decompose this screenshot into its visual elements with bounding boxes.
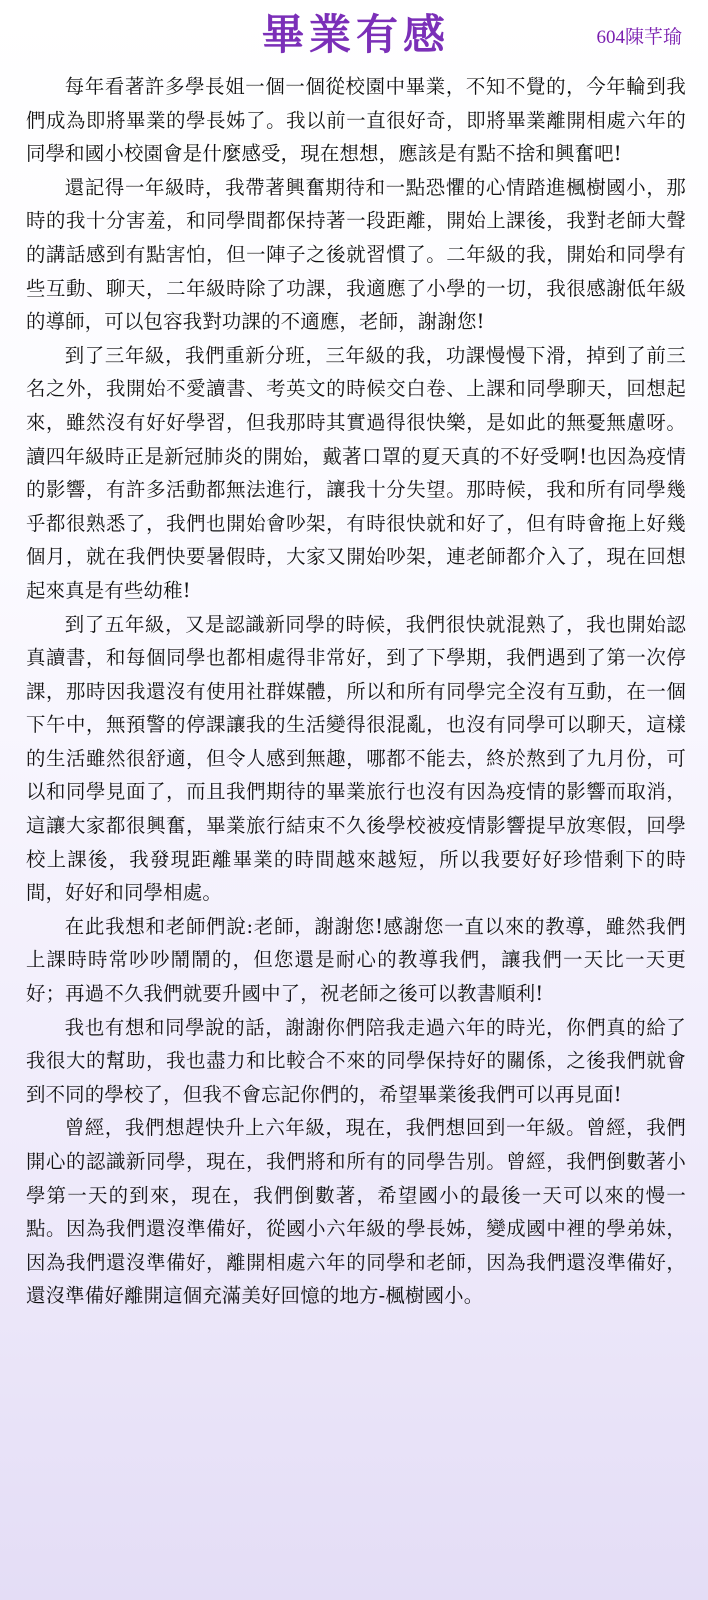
paragraph-4: 到了五年級，又是認識新同學的時候，我們很快就混熟了，我也開始認真讀書，和每個同學也都相處得非常好，到了下學期，我們遇到了第一次停課，那時因我還沒有使用社群媒體，所以和所有同學完全沒有互動，在一個下午中，無預警的停課讓我的生活變得很混亂，也沒有同學可以聊天，這樣的生活雖然很舒適，但令人感到無趣，哪都不能去，終於熬到了九月份，可以和同學見面了，而且我們期待的畢業旅行也沒有因為疫情的影響而取消，這讓大家都很興奮，畢業旅行結束不久後學校被疫情影響提早放寒假，回學校上課後，我發現距離畢業的時間越來越短，所以我要好好珍惜剩下的時間，好好和同學相處。 [26, 612, 686, 905]
paragraph-6: 我也有想和同學說的話，謝謝你們陪我走過六年的時光，你們真的給了我很大的幫助，我也盡力和比較合不來的同學保持好的關係，之後我們就會到不同的學校了，但我不會忘記你們的，希望畢業後我們可以再見面! [26, 1015, 686, 1106]
essay-title: 畢業有感 [261, 10, 450, 59]
paragraph-2: 還記得一年級時，我帶著興奮期待和一點恐懼的心情踏進楓樹國小，那時的我十分害羞，和同學間都保持著一段距離，開始上課後，我對老師大聲的講話感到有點害怕，但一陣子之後就習慣了。二年級的我，開始和同學有些互動、聊天，二年級時除了功課，我適應了小學的一切，我很感謝低年級的導師，可以包容我對功課的不適應，老師，謝謝您! [26, 175, 686, 334]
paragraph-5: 在此我想和老師們說:老師，謝謝您!感謝您一直以來的教導，雖然我們上課時時常吵吵鬧鬧的，但您還是耐心的教導我們，讓我們一天比一天更好；再過不久我們就要升國中了，祝老師之後可以教書順利! [26, 914, 686, 1006]
paragraph-7: 曾經，我們想趕快升上六年級，現在，我們想回到一年級。曾經，我們開心的認識新同學，現在，我們將和所有的同學告別。曾經，我們倒數著小學第一天的到來，現在，我們倒數著，希望國小的最後一天可以來的慢一點。因為我們還沒準備好，從國小六年級的學長姊，變成國中裡的學弟妹，因為我們還沒準備好，離開相處六年的同學和老師，因為我們還沒準備好，還沒準備好離開這個充滿美好回憶的地方-楓樹國小。 [26, 1116, 686, 1308]
essay-author: 604陳芊瑜 [596, 27, 682, 48]
essay-header [26, 0, 686, 70]
essay-body [26, 70, 686, 1313]
paragraph-3: 到了三年級，我們重新分班，三年級的我，功課慢慢下滑，掉到了前三名之外，我開始不愛讀書、考英文的時候交白卷、上課和同學聊天，回想起來，雖然沒有好好學習，但我那時其實過得很快樂，是如此的無憂無慮呀。讀四年級時正是新冠肺炎的開始，戴著口罩的夏天真的不好受啊!也因為疫情的影響，有許多活動都無法進行，讓我十分失望。那時候，我和所有同學幾乎都很熟悉了，我們也開始會吵架，有時很快就和好了，但有時會拖上好幾個月，就在我們快要暑假時，大家又開始吵架，連老師都介入了，現在回想起來真是有些幼稚! [26, 343, 686, 602]
paragraph-1: 每年看著許多學長姐一個一個從校園中畢業，不知不覺的，今年輪到我們成為即將畢業的學長姊了。我以前一直很好奇，即將畢業離開相處六年的同學和國小校園會是什麼感受，現在想想，應該是有點不捨和興奮吧! [26, 75, 686, 166]
